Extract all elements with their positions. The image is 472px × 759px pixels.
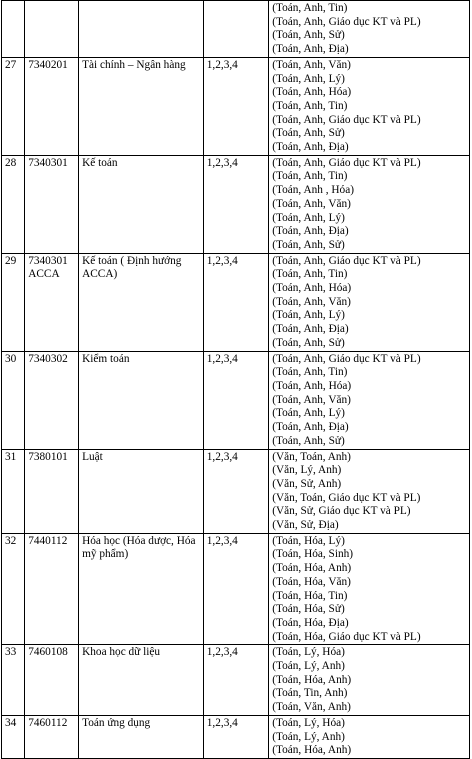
admission-method-cell (203, 253, 268, 351)
admission-method-cell (203, 155, 268, 253)
admission-method-cell-text: 1,2,3,4 (206, 646, 238, 659)
subject-combinations-cell (269, 155, 470, 253)
combo-line: (Toán, Anh, Văn) (272, 295, 351, 308)
code-cell (25, 1, 79, 58)
admission-method-cell-text: 1,2,3,4 (206, 352, 238, 365)
row-number-cell-text: 34 (5, 716, 17, 729)
program-code-cell (25, 449, 79, 533)
table-row (2, 449, 470, 533)
combo-line: (Toán, Anh, Tin) (272, 170, 348, 183)
combo-line: (Toán, Lý, Hóa) (272, 646, 345, 659)
combo-line: (Toán, Anh, Sử) (272, 238, 345, 251)
combo-line: (Toán, Lý, Anh) (272, 730, 345, 743)
combo-line: (Toán, Anh, Địa) (272, 323, 349, 336)
program-name-cell-text: Hóa học (Hóa dược, Hóa mỹ phẩm) (82, 534, 196, 561)
combo-line: (Toán, Hóa, Anh) (272, 562, 352, 575)
combo-line: (Toán, Anh, Giáo dục KT và PL) (272, 15, 421, 28)
table-row (2, 645, 470, 716)
combo-line: (Toán, Anh, Lý) (272, 72, 345, 85)
combo-cell (269, 1, 470, 58)
combo-line: (Toán, Anh, Hóa) (272, 86, 352, 99)
row-number-cell (2, 155, 25, 253)
program-code-cell-text: 7460108 (28, 646, 68, 659)
combo-line: (Văn, Sử, Anh) (272, 477, 342, 490)
program-code-cell (25, 645, 79, 716)
admission-method-cell (203, 533, 268, 645)
row-number-cell-text: 31 (5, 450, 17, 463)
program-name-cell-text: Luật (82, 450, 103, 463)
subject-combinations-cell (269, 533, 470, 645)
combo-line: (Văn, Lý, Anh) (272, 464, 342, 477)
table-row (2, 253, 470, 351)
admission-method-cell (203, 351, 268, 449)
row-number-cell (2, 645, 25, 716)
admission-method-cell (203, 715, 268, 758)
combo-line: (Toán, Anh, Tin) (272, 366, 348, 379)
subject-combinations-cell (269, 57, 470, 155)
admission-method-cell-text: 1,2,3,4 (206, 716, 238, 729)
no-cell (2, 1, 25, 58)
program-name-cell-text: Kiểm toán (82, 352, 130, 365)
combo-line: (Toán, Lý, Hóa) (272, 716, 345, 729)
admission-method-cell-text: 1,2,3,4 (206, 58, 238, 71)
combo-line: (Văn, Sử, Địa) (272, 519, 339, 532)
combo-line: (Toán, Hóa, Sinh) (272, 548, 354, 561)
row-number-cell (2, 57, 25, 155)
program-name-cell-text: Tài chính – Ngân hàng (82, 58, 186, 71)
combo-line: (Toán, Anh, Địa) (272, 421, 349, 434)
combo-line: (Toán, Lý, Anh) (272, 660, 345, 673)
combo-line: (Văn, Toán, Anh) (272, 450, 351, 463)
combo-line: (Toán, Hóa, Anh) (272, 673, 352, 686)
program-name-cell (79, 253, 204, 351)
combo-line: (Toán, Anh, Địa) (272, 225, 349, 238)
combo-line: (Toán, Hóa, Tin) (272, 589, 348, 602)
program-code-cell (25, 715, 79, 758)
admission-method-cell-text: 1,2,3,4 (206, 156, 238, 169)
admission-method-cell (203, 57, 268, 155)
program-code-suffix: ACCA (28, 268, 60, 281)
combo-line: (Toán, Anh, Giáo dục KT và PL) (272, 156, 421, 169)
combo-line: (Toán, Anh, Sử) (272, 434, 345, 447)
program-code-cell (25, 533, 79, 645)
combo-line: (Toán, Anh, Địa) (272, 43, 349, 56)
program-code-cell-text: 7340301 (28, 156, 68, 169)
table-row (2, 57, 470, 155)
combo-line: (Toán, Tin, Anh) (272, 687, 348, 700)
row-number-cell-text: 30 (5, 352, 17, 365)
combo-line: (Toán, Anh, Lý) (272, 407, 345, 420)
combo-line: (Toán, Hóa, Giáo dục KT và PL) (272, 630, 421, 643)
combo-line: (Toán, Hóa, Sử) (272, 603, 345, 616)
program-code-cell-text: 7340301 (28, 254, 68, 267)
combo-line: (Toán, Hóa, Anh) (272, 744, 352, 757)
row-number-cell (2, 533, 25, 645)
admission-method-cell (203, 449, 268, 533)
program-code-cell (25, 253, 79, 351)
combo-line: (Toán, Anh, Giáo dục KT và PL) (272, 113, 421, 126)
combo-line: (Toán, Anh, Văn) (272, 197, 351, 210)
program-name-cell (79, 449, 204, 533)
program-code-cell (25, 57, 79, 155)
combo-line: (Toán, Anh , Hóa) (272, 184, 354, 197)
combo-line: (Toán, Anh, Sử) (272, 336, 345, 349)
admission-method-cell (203, 645, 268, 716)
combo-line: (Toán, Anh, Lý) (272, 309, 345, 322)
combo-line: (Toán, Anh, Giáo dục KT và PL) (272, 254, 421, 267)
program-name-cell (79, 645, 204, 716)
admission-table (1, 0, 470, 759)
combo-line: (Toán, Hóa, Văn) (272, 575, 351, 588)
table-row (2, 533, 470, 645)
combo-line: (Toán, Văn, Anh) (272, 701, 351, 714)
program-code-cell-text: 7380101 (28, 450, 68, 463)
method-cell (203, 1, 268, 58)
row-number-cell (2, 449, 25, 533)
program-name-cell (79, 715, 204, 758)
program-name-cell-text: Toán ứng dụng (82, 716, 151, 729)
subject-combinations-cell (269, 351, 470, 449)
table-body (2, 1, 470, 759)
combo-line: (Toán, Anh, Tin) (272, 268, 348, 281)
program-name-cell (79, 351, 204, 449)
row-number-cell (2, 253, 25, 351)
program-code-cell (25, 351, 79, 449)
combo-line: (Văn, Toán, Giáo dục KT và PL) (272, 491, 421, 504)
row-number-cell-text: 32 (5, 534, 17, 547)
row-number-cell-text: 27 (5, 58, 17, 71)
table-row (2, 155, 470, 253)
program-name-cell (79, 155, 204, 253)
table-row-continued (2, 1, 470, 58)
row-number-cell-text: 33 (5, 646, 17, 659)
name-cell (79, 1, 204, 58)
program-code-cell-text: 7340302 (28, 352, 68, 365)
table-row (2, 715, 470, 758)
program-code-cell-text: 7440112 (28, 534, 68, 547)
program-name-cell-text: Kế toán ( Định hướng ACCA) (82, 254, 182, 281)
combo-line: (Toán, Anh, Văn) (272, 58, 351, 71)
combo-line: (Toán, Anh, Văn) (272, 393, 351, 406)
table-row (2, 351, 470, 449)
program-name-cell (79, 57, 204, 155)
subject-combinations-cell (269, 449, 470, 533)
combo-line: (Toán, Anh, Hóa) (272, 379, 352, 392)
combo-line: (Toán, Anh, Lý) (272, 211, 345, 224)
program-name-cell (79, 533, 204, 645)
program-code-cell-text: 7340201 (28, 58, 68, 71)
program-code-cell (25, 155, 79, 253)
program-name-cell-text: Khoa học dữ liệu (82, 646, 161, 659)
combo-line: (Toán, Anh, Tin) (272, 2, 348, 14)
subject-combinations-cell (269, 253, 470, 351)
admission-method-cell-text: 1,2,3,4 (206, 450, 238, 463)
combo-line: (Toán, Anh, Sử) (272, 29, 345, 42)
combo-line: (Toán, Anh, Tin) (272, 99, 348, 112)
combo-line: (Văn, Sử, Giáo dục KT và PL) (272, 505, 411, 518)
row-number-cell (2, 351, 25, 449)
subject-combinations-cell (269, 645, 470, 716)
admission-method-cell-text: 1,2,3,4 (206, 254, 238, 267)
row-number-cell-text: 29 (5, 254, 17, 267)
row-number-cell (2, 715, 25, 758)
combo-line: (Toán, Anh, Hóa) (272, 282, 352, 295)
combo-line: (Toán, Hóa, Lý) (272, 534, 345, 547)
program-name-cell-text: Kế toán (82, 156, 118, 169)
row-number-cell-text: 28 (5, 156, 17, 169)
combo-line: (Toán, Hóa, Địa) (272, 616, 349, 629)
program-code-cell-text: 7460112 (28, 716, 68, 729)
combo-line: (Toán, Anh, Sử) (272, 127, 345, 140)
combo-line: (Toán, Anh, Giáo dục KT và PL) (272, 352, 421, 365)
combo-line: (Toán, Anh, Địa) (272, 141, 349, 154)
admission-method-cell-text: 1,2,3,4 (206, 534, 238, 547)
subject-combinations-cell (269, 715, 470, 758)
